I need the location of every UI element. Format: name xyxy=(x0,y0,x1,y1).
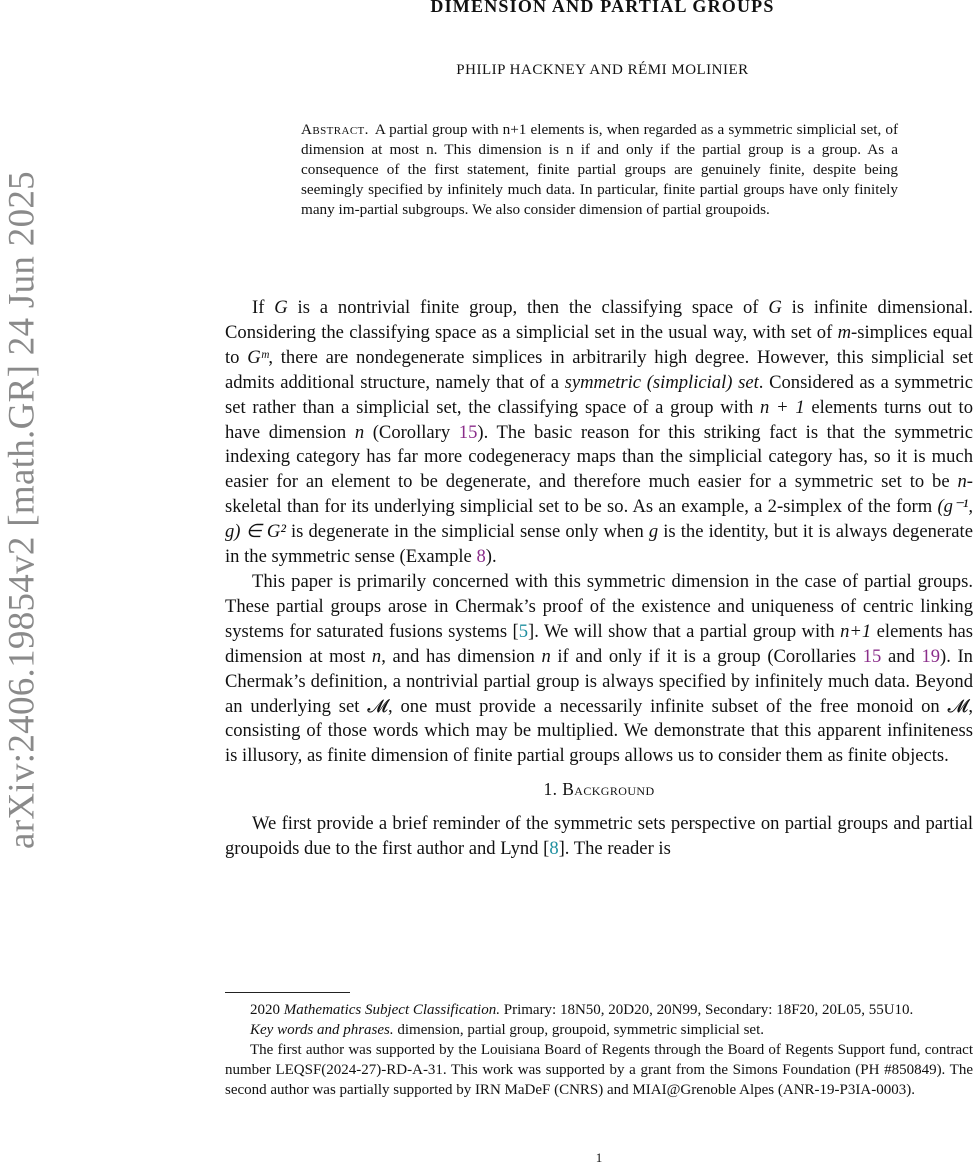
section-heading-background: 1. Background xyxy=(543,779,655,800)
ref-corollary-15[interactable]: 15 xyxy=(458,421,478,443)
arxiv-stamp xyxy=(0,0,44,1165)
intro-paragraph-1: If G is a nontrivial finite group, then the classifying space of G is infinite dimensional. Considering the classifying space as a simplicial set in the usual way, with set of m-simplices equal to Gᵐ, there are nondegenerate simplices in arbitrarily high degree. However, this simplicial set admits additional structure, namely that of a symmetric (simplicial) set. Considered as a symmetric set rather than a simplicial set, the classifying space of a group with n + 1 elements turns out to have dimension n (Corollary 15). The basic reason for this striking fact is that the symmetric indexing category has far more codegeneracy maps than the simplicial category has, so it is much easier for an element to be degenerate, and therefore much easier for a symmetric set to be n-skeletal than for its underlying simplicial set to be so. As an example, a 2-simplex of the form (g⁻¹, g) ∈ G² is degenerate in the simplicial sense only when g is the identity, but it is always degenerate in the symmetric sense (Example 8). xyxy=(225,297,974,568)
footnote-keywords: Key words and phrases. dimension, partial group, groupoid, symmetric simplicial set. xyxy=(250,1022,764,1039)
footnotes xyxy=(225,1000,973,1100)
paper-authors: PHILIP HACKNEY AND RÉMI MOLINIER xyxy=(456,62,749,78)
paper-title: DIMENSION AND PARTIAL GROUPS xyxy=(430,0,775,16)
footnote-funding: The first author was supported by the Louisiana Board of Regents through the Board of Regents Support fund, contract number LEQSF(2024-27)-RD-A-31. This work was supported by a grant from the Simons Foundation (PH #850849). The second author was partially supported by IRN MaDeF (CNRS) and MIAI@Grenoble Alpes (ANR-19-P3IA-0003). xyxy=(225,1042,973,1099)
footnote-rule xyxy=(225,992,350,993)
abstract-text: A partial group with n+1 elements is, when regarded as a symmetric simplicial set, of dimension at most n. This dimension is n if and only if the partial group is a group. As a consequence of the first statement, finite partial groups are genuinely finite, despite being seemingly specified by infinitely much data. In particular, finite partial groups have only finitely many im-partial subgroups. We also consider dimension of partial groupoids. xyxy=(301,121,898,219)
intro-paragraph-2: This paper is primarily concerned with this symmetric dimension in the case of partial groups. These partial groups arose in Chermak’s proof of the existence and uniqueness of centric linking systems for saturated fusions systems [5]. We will show that a partial group with n+1 elements has dimension at most n, and has dimension n if and only if it is a group (Corollaries 15 and 19). In Chermak’s definition, a nontrivial partial group is always specified by infinitely much data. Beyond an underlying set 𝓜, one must provide a necessarily infinite subset of the free monoid on 𝓜, consisting of those words which may be multiplied. We demonstrate that this apparent infiniteness is illusory, as finite dimension of finite partial groups allows us to consider them as finite objects. xyxy=(225,570,973,767)
ref-corollary-19[interactable]: 19 xyxy=(921,645,941,667)
page-number: 1 xyxy=(595,1150,603,1165)
ref-example-8[interactable]: 8 xyxy=(476,546,486,568)
footnote-msc: 2020 Mathematics Subject Classification. Primary: 18N50, 20D20, 20N99, Secondary: 18F20, 20L05, 55U10. xyxy=(250,1002,914,1018)
citation-8[interactable]: 8 xyxy=(549,838,559,860)
background-paragraph-1: We first provide a brief reminder of the symmetric sets perspective on partial groups and partial groupoids due to the first author and Lynd [8]. The reader is xyxy=(225,813,973,860)
abstract-label: Abstract. xyxy=(301,121,369,138)
main-body xyxy=(225,296,973,862)
abstract xyxy=(301,120,898,220)
citation-5[interactable]: 5 xyxy=(518,620,528,642)
arxiv-id: arXiv:2406.19854v2 [math.GR] 24 Jun 2025 xyxy=(1,171,43,849)
ref-corollary-15b[interactable]: 15 xyxy=(862,645,882,667)
